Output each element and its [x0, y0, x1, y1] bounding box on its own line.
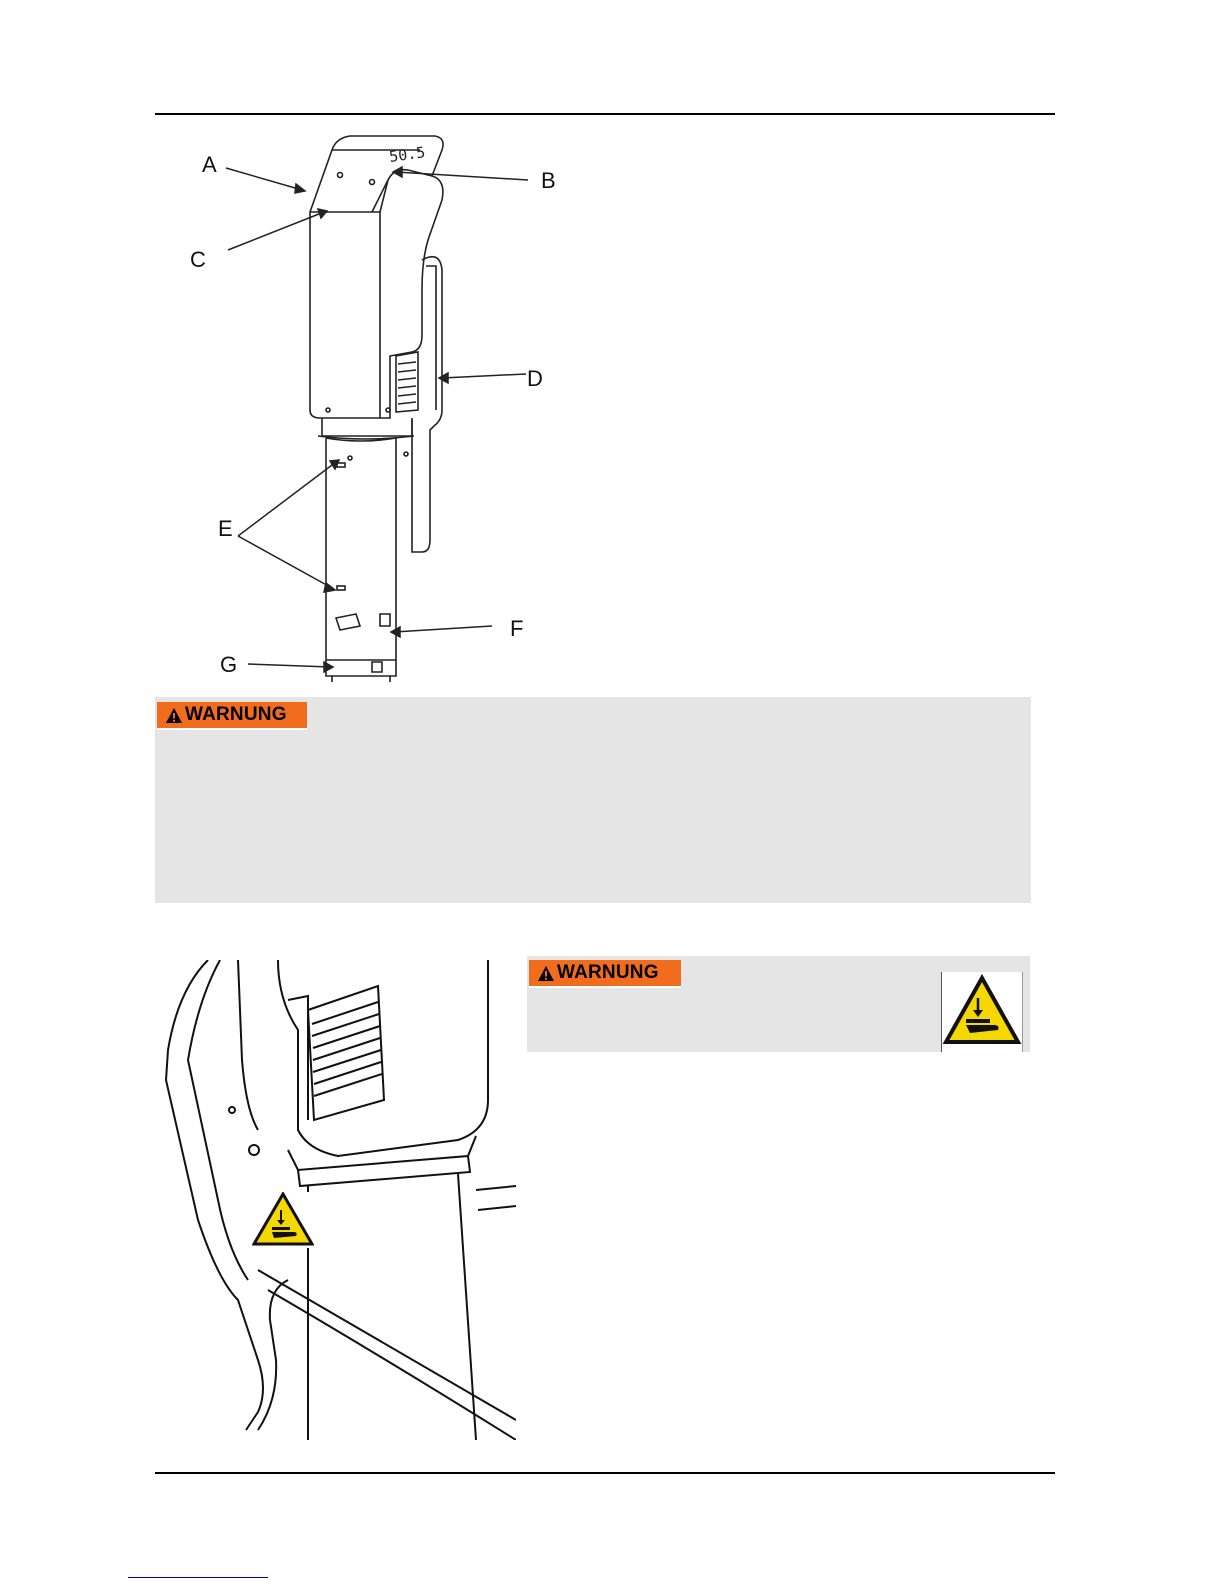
callout-label-g: G — [220, 652, 238, 677]
warning-triangle-icon — [537, 965, 555, 982]
callout-label-f: F — [510, 616, 524, 641]
header-rule — [155, 113, 1055, 115]
callout-label-e: E — [218, 516, 233, 541]
hand-crush-hazard-icon — [941, 972, 1023, 1052]
clamp-diagram — [158, 960, 516, 1440]
device-diagram-svg — [150, 120, 570, 690]
callout-label-d: D — [527, 366, 543, 391]
warning-badge-2-label: WARNUNG — [557, 962, 659, 983]
warning-badge-2 — [529, 960, 681, 988]
device-display-text: 50.5 — [388, 143, 427, 166]
footer-link-underline[interactable] — [128, 1577, 268, 1578]
device-diagram — [150, 120, 570, 690]
clamp-diagram-svg — [158, 960, 516, 1440]
hand-crush-hazard-icon — [252, 1192, 314, 1248]
callout-label-a: A — [202, 152, 217, 177]
callout-label-c: C — [190, 247, 206, 272]
callout-label-b: B — [541, 168, 556, 193]
footer-rule — [155, 1472, 1055, 1474]
warning-triangle-icon — [165, 707, 183, 724]
warning-badge-1 — [157, 702, 307, 730]
hazard-sticker-svg — [252, 1192, 314, 1248]
hazard-sign-svg — [942, 972, 1022, 1052]
warning-badge-1-label: WARNUNG — [185, 704, 287, 725]
